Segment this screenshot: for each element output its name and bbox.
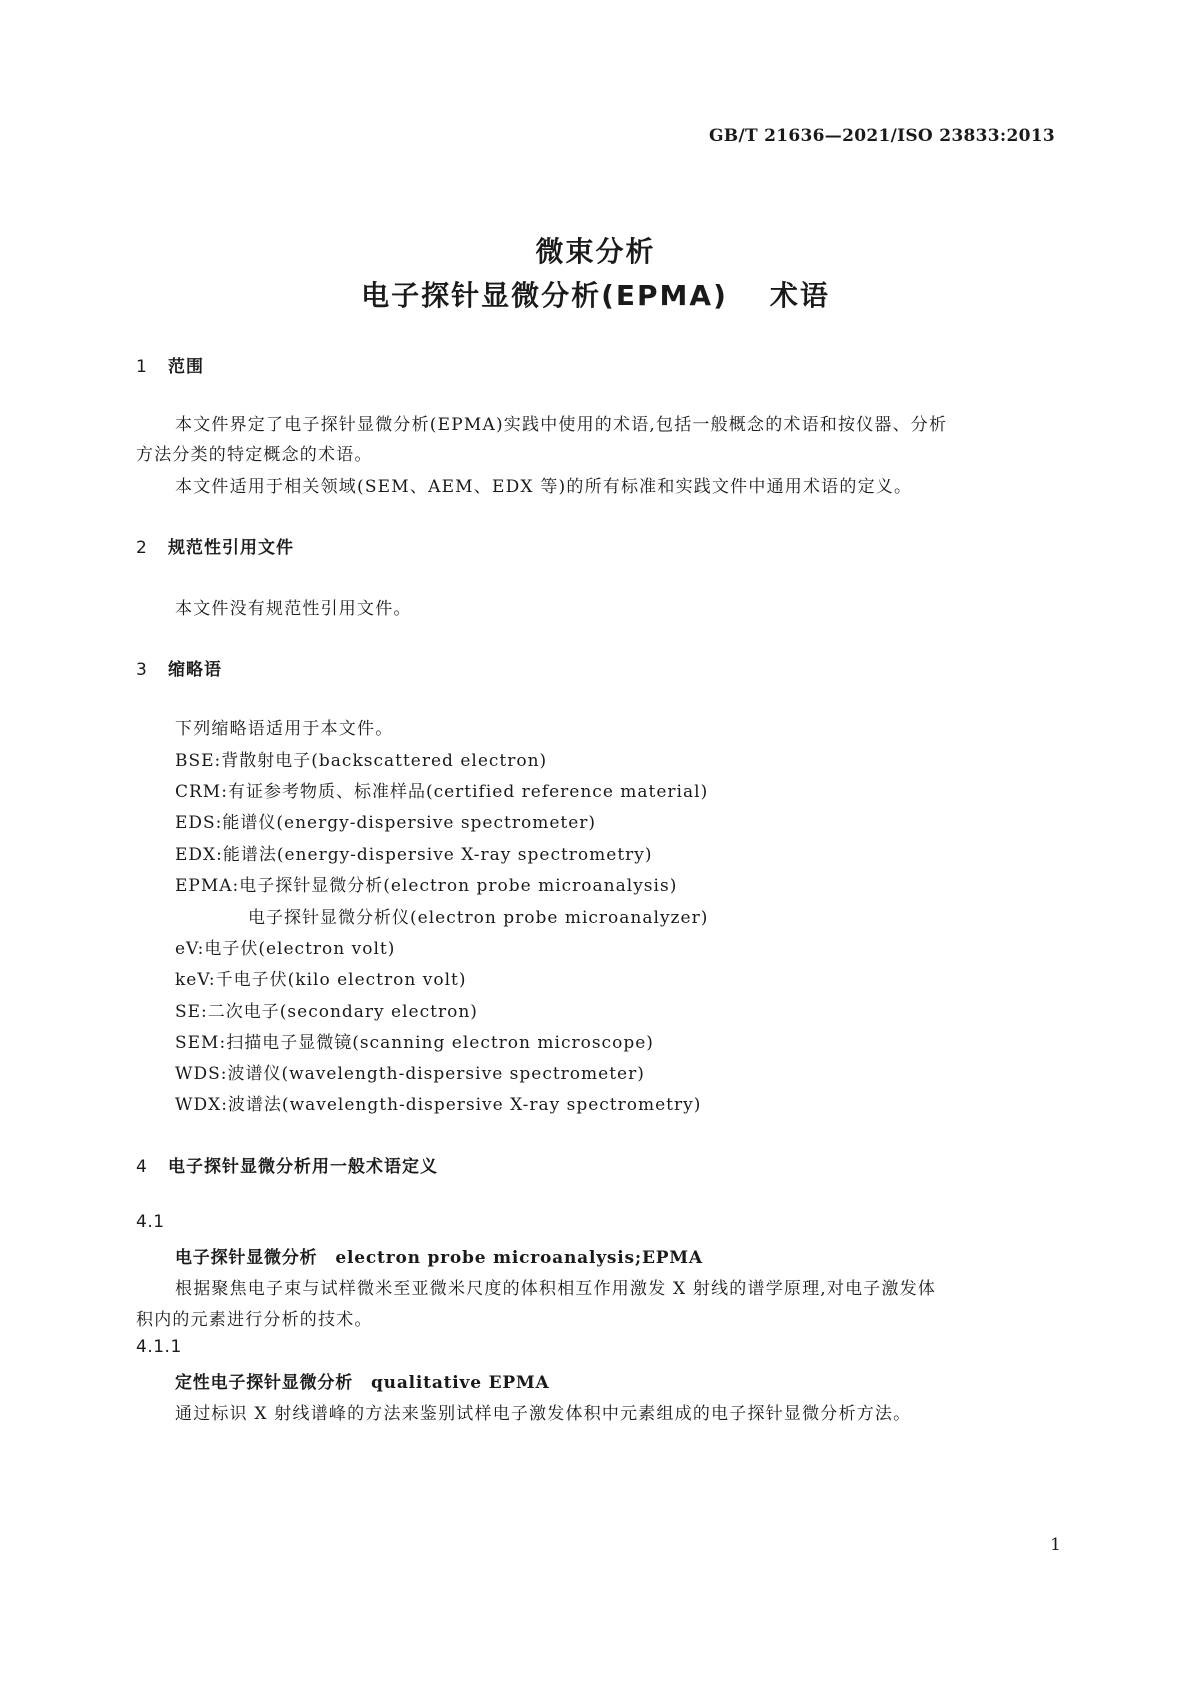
page-number: 1 [1050, 1535, 1061, 1555]
section-3-intro: 下列缩略语适用于本文件。 [175, 719, 394, 739]
abbr-item: SE:二次电子(secondary electron) [175, 1002, 478, 1022]
standard-number: GB/T 21636—2021/ISO 23833:2013 [708, 126, 1055, 146]
abbr-item: SEM:扫描电子显微镜(scanning electron microscope) [175, 1033, 654, 1053]
abbr-item-continuation: 电子探针显微分析仪(electron probe microanalyzer) [248, 908, 709, 928]
clause-4-1-term: 电子探针显微分析 electron probe microanalysis;EPMA [175, 1248, 703, 1268]
document-title-line1: 微束分析 [535, 235, 656, 268]
section-1-para2: 本文件适用于相关领域(SEM、AEM、EDX 等)的所有标准和实践文件中通用术语的定义。 [175, 477, 913, 497]
document-title-line2 [0, 274, 1191, 314]
clause-4-1-number: 4.1 [136, 1212, 165, 1232]
clause-4-1-1-term: 定性电子探针显微分析 qualitative EPMA [175, 1373, 550, 1393]
document-title-main: 电子探针显微分析(EPMA) [361, 279, 728, 312]
section-4-heading: 4 电子探针显微分析用一般术语定义 [136, 1157, 438, 1177]
abbr-item: EPMA:电子探针显微分析(electron probe microanalysis) [175, 876, 678, 896]
clause-4-1-1-definition: 通过标识 X 射线谱峰的方法来鉴别试样电子激发体积中元素组成的电子探针显微分析方法。 [175, 1404, 912, 1424]
clause-4-1-definition-line1: 根据聚焦电子束与试样微米至亚微米尺度的体积相互作用激发 X 射线的谱学原理,对电子激发体 [175, 1279, 937, 1299]
section-3-heading: 3 缩略语 [136, 660, 222, 680]
document-title-tail: 术语 [769, 279, 830, 312]
abbr-item: BSE:背散射电子(backscattered electron) [175, 751, 548, 771]
section-1-para1-line2: 方法分类的特定概念的术语。 [136, 445, 373, 465]
abbr-item: EDX:能谱法(energy-dispersive X-ray spectrometry) [175, 845, 653, 865]
abbr-item: eV:电子伏(electron volt) [175, 939, 396, 959]
abbr-item: WDS:波谱仪(wavelength-dispersive spectrometer) [175, 1064, 645, 1084]
section-1-para1-line1: 本文件界定了电子探针显微分析(EPMA)实践中使用的术语,包括一般概念的术语和按仪器、分析 [175, 415, 948, 435]
section-2-heading: 2 规范性引用文件 [136, 538, 294, 558]
abbr-item: keV:千电子伏(kilo electron volt) [175, 970, 467, 990]
section-1-heading: 1 范围 [136, 357, 204, 377]
section-2-para: 本文件没有规范性引用文件。 [175, 599, 412, 619]
abbr-item: WDX:波谱法(wavelength-dispersive X-ray spectrometry) [175, 1095, 702, 1115]
abbr-item: CRM:有证参考物质、标准样品(certified reference material) [175, 782, 709, 802]
abbr-item: EDS:能谱仪(energy-dispersive spectrometer) [175, 813, 597, 833]
clause-4-1-1-number: 4.1.1 [136, 1337, 182, 1357]
clause-4-1-definition-line2: 积内的元素进行分析的技术。 [136, 1310, 373, 1330]
